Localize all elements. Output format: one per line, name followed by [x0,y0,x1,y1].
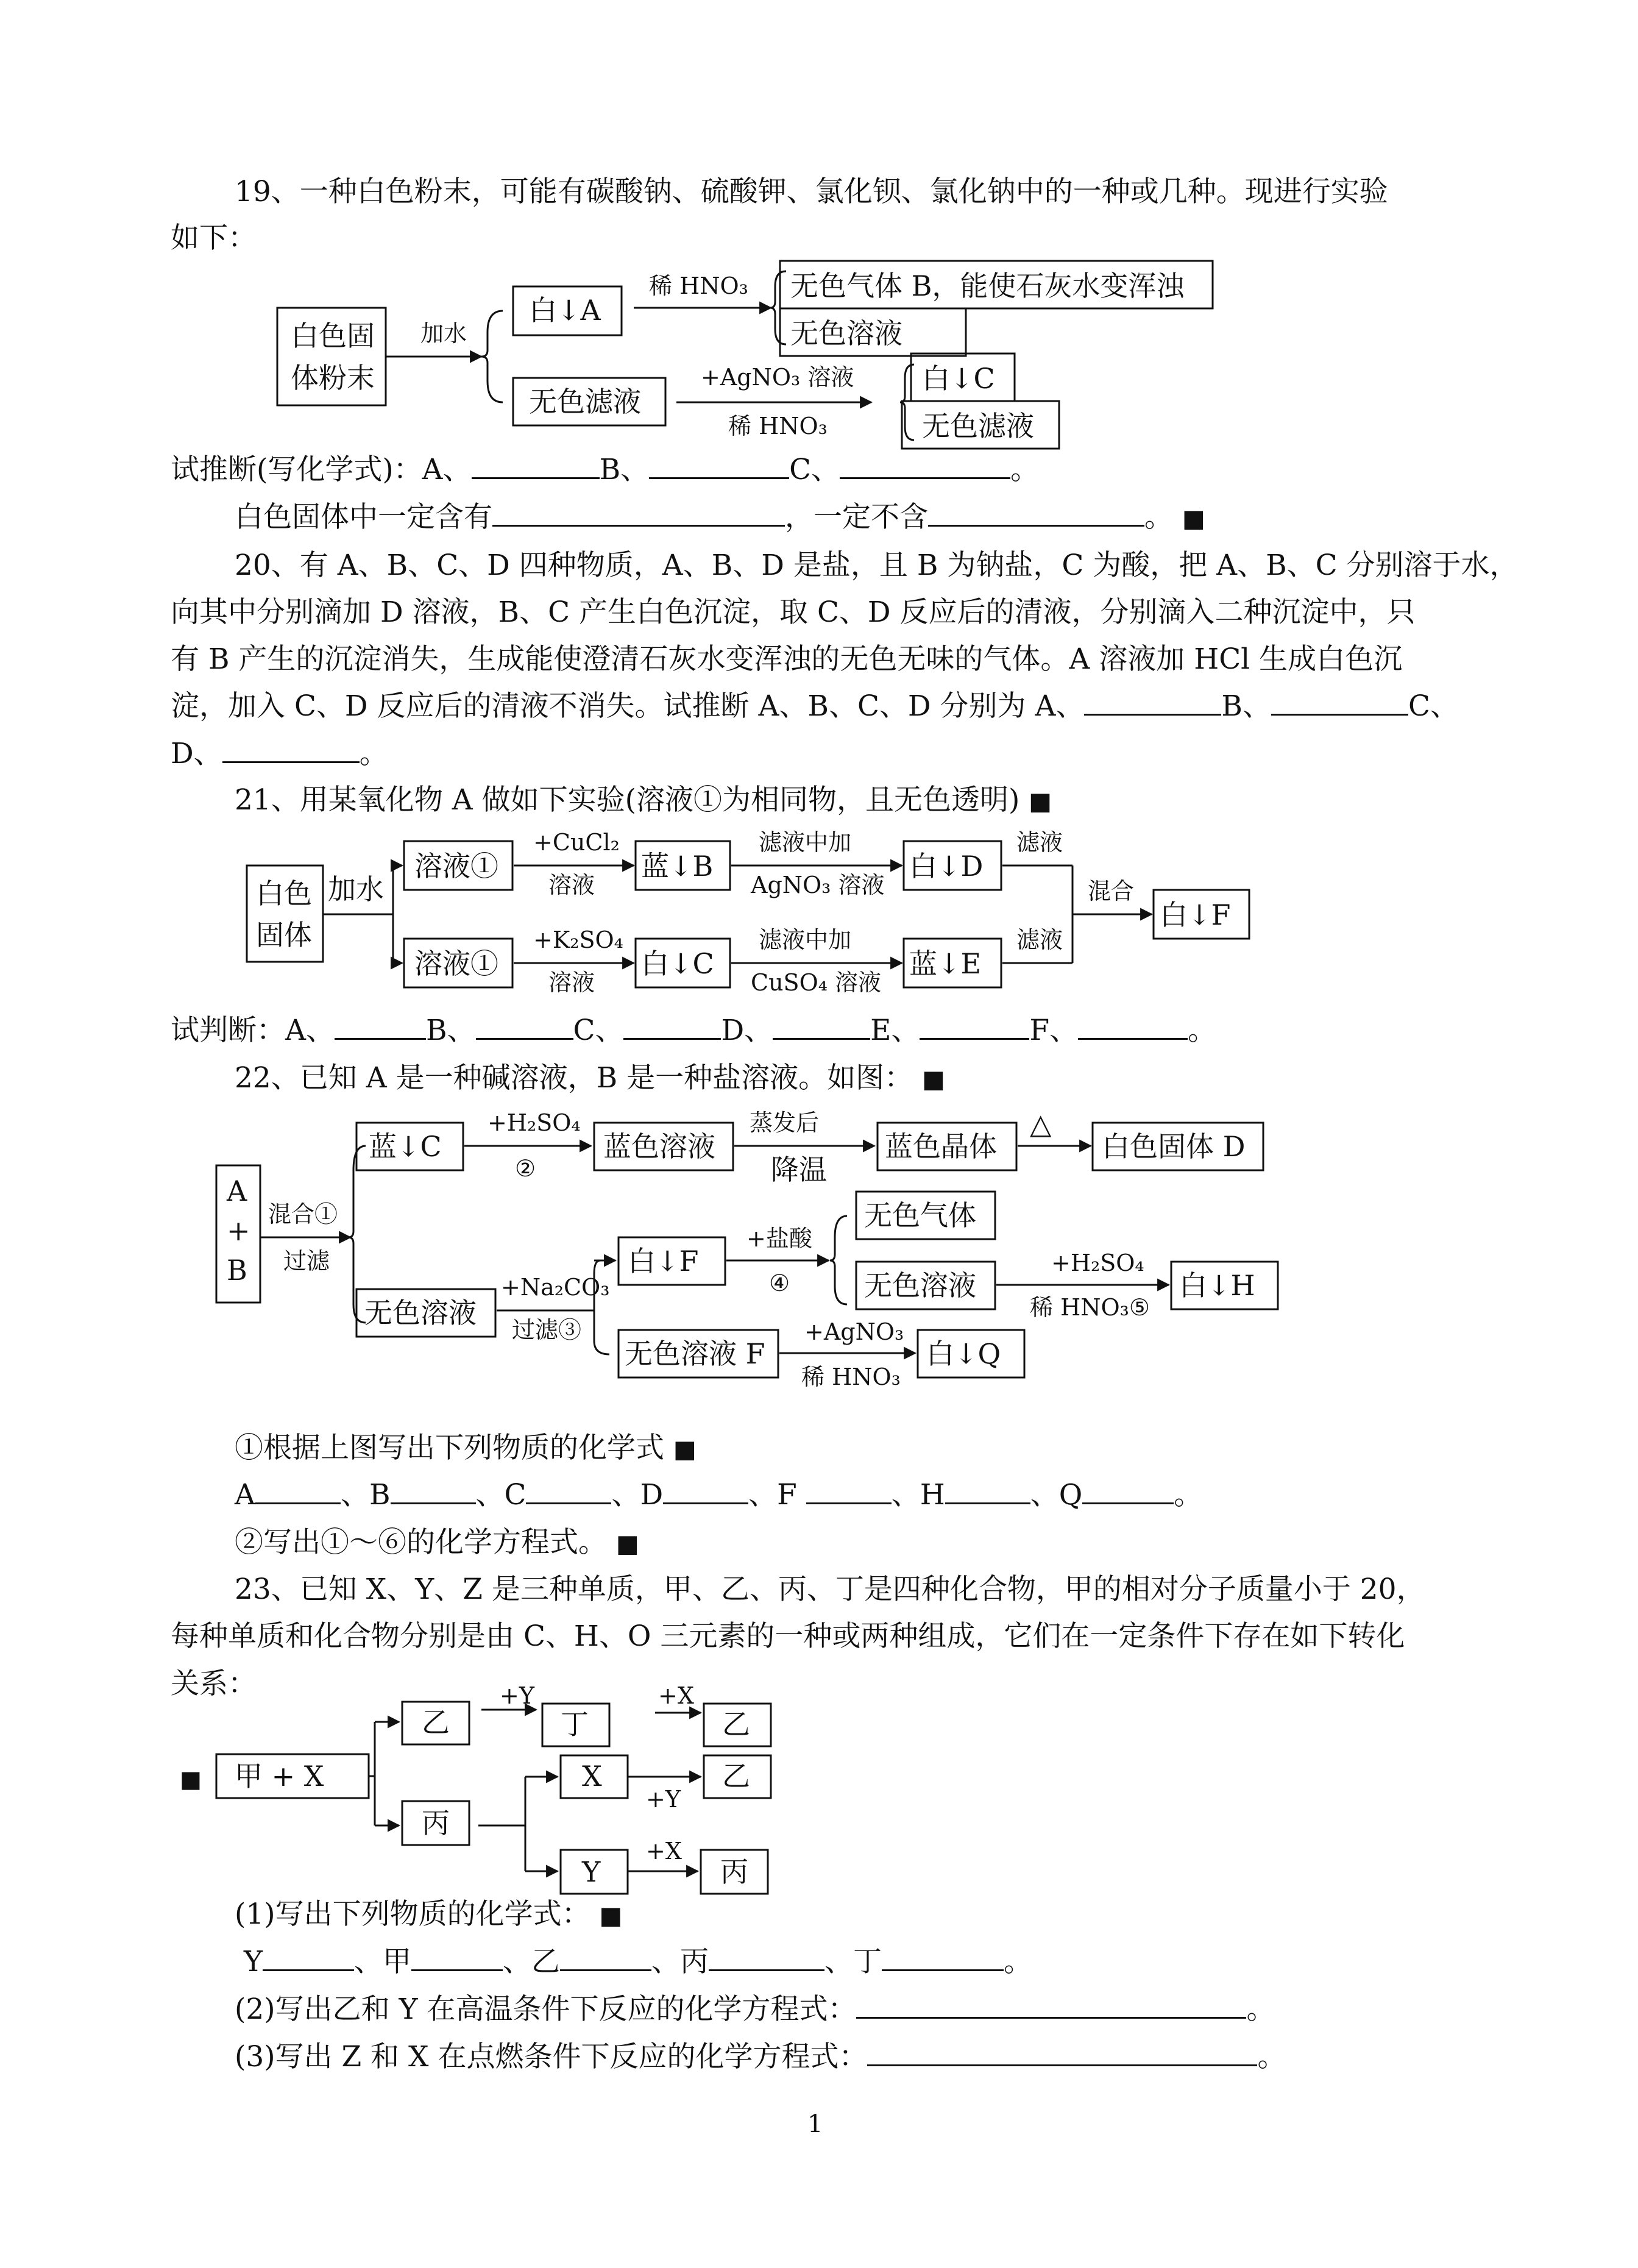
q22-label-d: 、D [611,1478,664,1512]
q19-diagram [0,262,1638,463]
q21-line2-end: 。 [1188,1014,1217,1047]
q19-blank-a[interactable] [472,453,600,479]
q23-line-2: 每种单质和化合物分别是由 C、H、O 三元素的一种或两种组成，它们在一定条件下存在如下转化 [171,1619,1405,1653]
q23-sub1-marker: ■ [599,1902,623,1930]
q19-acid2: 稀 HNO₃ [728,413,828,439]
q22-hno3-5: 稀 HNO₃⑤ [1030,1294,1150,1321]
q19-label-c: C、 [789,453,840,486]
q22-sol2: 无色溶液 [864,1269,976,1302]
q22-agno3: +AgNO₃ [804,1318,904,1345]
q22-blue-crystal: 蓝色晶体 [885,1130,997,1163]
q22-sub-1 [235,1428,697,1470]
q21-c-box: 白↓C [641,947,714,980]
q22-colorless-sol: 无色溶液 [364,1296,477,1329]
q19-line4-end: 。 [1144,500,1173,534]
q22-white-d: 白色固体 D [1102,1130,1246,1163]
q22-label-a: A [235,1478,255,1512]
q22-cool: 降温 [771,1153,827,1186]
q23-start: 甲 + X [235,1760,324,1793]
q22-na2co3: +Na₂CO₃ [501,1274,610,1301]
q22-diagram [0,1103,1638,1396]
q23-yi3: 乙 [722,1760,750,1793]
q19-line3-end: 。 [1010,453,1040,486]
q23-plus-x2: +X [646,1838,682,1865]
q19-agno3: +AgNO₃ 溶液 [701,364,854,391]
q21-liq: 溶液 [548,872,595,898]
q21-liq2: 溶液 [548,969,595,996]
q22-filter: 过滤 [283,1248,330,1274]
q20-blank-a[interactable] [1084,689,1221,716]
q23-line-3: 关系： [171,1667,257,1701]
q23-sub-2 [235,1989,1275,2030]
q23-blank-eq2[interactable] [856,1992,1246,2019]
q23-plus-x1: +X [658,1682,694,1709]
q23-label-y: Y [244,1945,263,1978]
q23-yi2: 乙 [722,1708,750,1741]
q22-label-f: 、F [748,1478,806,1512]
q22-marker: ■ [922,1065,945,1093]
q21-label-c: C、 [573,1014,624,1047]
q19-contains-label: 白色固体中一定含有 [235,500,492,534]
q21-label-f: F、 [1029,1014,1079,1047]
q20-line5-end: 。 [359,737,388,770]
q19-line-2: 如下： [171,221,257,255]
q22-hcl: +盐酸 [746,1225,812,1252]
q22-f-box: 白↓F [628,1245,699,1278]
q23-blank-eq3[interactable] [867,2040,1257,2066]
q19-blank-c[interactable] [840,453,1010,479]
q22-intro: 22、已知 A 是一种碱溶液，B 是一种盐溶液。如图： [235,1061,913,1095]
q21-cucl2: +CuCl₂ [533,829,620,856]
q22-sub1-marker: ■ [673,1435,697,1463]
q22-c-box: 蓝↓C [369,1130,442,1163]
q21-blank-c[interactable] [623,1014,721,1040]
q20-line-5 [171,734,388,774]
q19-label-b: B、 [599,453,650,486]
q19-gas-b: 无色气体 B，能使石灰水变浑浊 [790,269,1185,302]
q22-filter3: 过滤③ [512,1317,582,1343]
q22-a: A [227,1175,247,1207]
q23-diagram [0,1682,1638,1902]
q22-label-c: 、C [475,1478,526,1512]
q23-x-box: X [582,1760,602,1793]
q21-b-box: 蓝↓B [641,850,714,883]
q21-diagram [0,820,1638,1015]
q20-label-d: D、 [171,737,222,770]
q19-acid: 稀 HNO₃ [649,272,748,299]
q21-e-box: 蓝↓E [909,947,982,980]
q21-blank-b[interactable] [476,1014,573,1040]
q22-blank-d[interactable] [663,1478,748,1504]
q23-y-box: Y [582,1855,601,1888]
q23-blank-ding[interactable] [882,1945,1004,1971]
q22-evap: 蒸发后 [750,1109,820,1136]
q23-sub3-end: 。 [1257,2040,1286,2074]
q23-plus-y2: +Y [646,1786,681,1813]
q21-blank-d[interactable] [773,1014,870,1040]
q23-label-jia: 、甲 [354,1945,412,1978]
q20-label-c: C、 [1408,689,1459,723]
q21-start-2: 固体 [256,919,312,951]
q20-label-b: B、 [1221,689,1271,723]
q20-line-4 [171,686,1459,727]
q21-mix: 混合 [1088,878,1135,905]
q21-label-d: D、 [721,1014,773,1047]
q19-add-water: 加水 [420,320,467,347]
q19-blank-b[interactable] [649,453,789,479]
q22-sub1-end: 。 [1174,1478,1203,1512]
q19-filtrate2: 无色滤液 [922,410,1034,443]
q23-line-1: 23、已知 X、Y、Z 是三种单质，甲、乙、丙、丁是四种化合物，甲的相对分子质量小于 20， [235,1573,1425,1606]
q23-sub3-text: (3)写出 Z 和 X 在点燃条件下反应的化学方程式： [235,2040,868,2074]
q22-label-q: 、Q [1030,1478,1083,1512]
q20-line4-text: 淀，加入 C、D 反应后的清液不消失。试推断 A、B、C、D 分别为 A、 [171,689,1085,723]
q19-marker: ■ [1182,505,1205,533]
q22-label-b: 、B [340,1478,391,1512]
q22-blank-q[interactable] [1082,1478,1174,1504]
q21-add-water: 加水 [328,873,384,906]
q19-line-1: 19、一种白色粉末，可能有碳酸钠、硫酸钾、氯化钡、氯化钠中的一种或几种。现进行实验 [235,175,1388,208]
q20-line-2: 向其中分别滴加 D 溶液，B、C 产生白色沉淀，取 C、D 反应后的清液，分别滴入二种沉淀中，只 [171,595,1416,629]
q21-cuso4: CuSO₄ 溶液 [751,969,882,996]
q21-k2so4: +K₂SO₄ [533,926,623,953]
q22-line-1 [235,1058,945,1100]
q22-sub1-text: ①根据上图写出下列物质的化学式 [235,1431,664,1465]
q23-plus-y1: +Y [500,1682,534,1709]
q22-step2: ② [515,1155,536,1182]
q22-label-h: 、H [891,1478,945,1512]
page-number: 1 [807,2110,823,2138]
q19-blank-not-contain[interactable] [928,500,1144,527]
q22-blank-f[interactable] [806,1478,892,1504]
q23-label-yi: 、乙 [503,1945,561,1978]
q19-c-box: 白↓C [922,362,995,395]
q23-sub-3 [235,2037,1286,2077]
q23-sub-1-blanks [244,1942,1032,1982]
q21-intro: 21、用某氧化物 A 做如下实验(溶液①为相同物，且无色透明) [235,783,1020,817]
q21-sol2: 溶液① [414,947,498,980]
q22-sub2-marker: ■ [615,1530,639,1558]
q23-label-bing: 、丙 [651,1945,709,1978]
q19-line-4 [235,497,1205,539]
q21-filtrate: 滤液 [1016,829,1063,856]
q19-filtrate-box: 无色滤液 [529,385,641,418]
q19-start-line2: 体粉末 [291,361,375,394]
q22-h2so4-2: +H₂SO₄ [1051,1250,1144,1276]
q22-blank-h[interactable] [945,1478,1030,1504]
q21-agno3: AgNO₃ 溶液 [751,872,885,898]
q23-blank-yi[interactable] [560,1945,651,1971]
q21-filt-add2: 滤液中加 [759,926,852,953]
q22-h-box: 白↓H [1179,1269,1255,1302]
q22-mix1: 混合① [268,1201,338,1228]
q22-blank-b[interactable] [391,1478,476,1504]
q21-sol1: 溶液① [414,850,498,883]
q19-line-3 [171,450,1039,490]
q23-ding: 丁 [561,1708,589,1741]
q22-sub2-text: ②写出①～⑥的化学方程式。 [235,1526,607,1559]
q19-a-box: 白↓A [529,294,601,327]
q22-sol-f: 无色溶液 F [625,1337,765,1370]
q21-label-e: E、 [870,1014,920,1047]
q22-b: B [227,1254,247,1287]
q23-blank-bing[interactable] [709,1945,824,1971]
q22-sub-2 [235,1523,639,1564]
q22-blank-c[interactable] [526,1478,611,1504]
q21-blank-e[interactable] [920,1014,1029,1040]
q20-blank-d[interactable] [222,737,360,763]
q23-bing: 丙 [422,1807,450,1840]
q19-blank-contains[interactable] [492,500,785,527]
q23-bing2: 丙 [720,1855,748,1888]
q19-solution: 无色溶液 [790,317,902,350]
q23-sub-1 [235,1894,622,1936]
q21-line-1 [235,780,1052,822]
q20-line-3: 有 B 产生的沉淀消失，生成能使澄清石灰水变浑浊的无色无味的气体。A 溶液加 HCl 生成白色沉 [171,642,1403,676]
q23-marker: ■ [180,1766,202,1793]
q21-label-b: B、 [425,1014,476,1047]
q22-blank-a[interactable] [255,1478,341,1504]
q23-sub1-text: (1)写出下列物质的化学式： [235,1897,590,1931]
q23-sub2-text: (2)写出乙和 Y 在高温条件下反应的化学方程式： [235,1992,857,2026]
q19-start-line1: 白色固 [291,319,375,352]
q23-label-ding: 、丁 [824,1945,882,1978]
q23-blank-y[interactable] [263,1945,354,1971]
q23-sub2-end: 。 [1246,1992,1275,2026]
q22-gas: 无色气体 [864,1199,976,1232]
q22-h2so4: +H₂SO₄ [488,1109,581,1136]
q21-start-1: 白色 [256,877,312,910]
q22-hno3: 稀 HNO₃ [801,1363,901,1390]
q22-step4: ④ [769,1270,790,1296]
q21-f-box: 白↓F [1160,898,1231,931]
q19-not-contain-label: ，一定不含 [785,500,928,534]
q22-sub-1-blanks [235,1475,1202,1515]
q23-blank-jia[interactable] [411,1945,503,1971]
q21-filtrate2: 滤液 [1016,926,1063,953]
q23-sub1-end: 。 [1004,1945,1033,1978]
q21-blank-f[interactable] [1078,1014,1188,1040]
q22-blue-sol: 蓝色溶液 [603,1130,715,1163]
q22-q-box: 白↓Q [926,1337,1001,1370]
q23-yi1: 乙 [422,1706,450,1739]
q22-plus: + [227,1214,250,1247]
q21-line-2 [171,1011,1216,1051]
q20-line-1: 20、有 A、B、C、D 四种物质，A、B、D 是盐，且 B 为钠盐，C 为酸，把 A、B、C 分别溶于水， [235,549,1519,582]
q21-marker: ■ [1029,787,1052,816]
q20-blank-b[interactable] [1271,689,1408,716]
q21-d-box: 白↓D [909,850,984,883]
q19-infer-label: 试推断(写化学式)：A、 [171,453,472,486]
q22-heat: △ [1030,1107,1052,1140]
q21-filt-add: 滤液中加 [759,829,852,856]
q21-judge-label: 试判断：A、 [171,1014,335,1047]
q21-blank-a[interactable] [335,1014,426,1040]
